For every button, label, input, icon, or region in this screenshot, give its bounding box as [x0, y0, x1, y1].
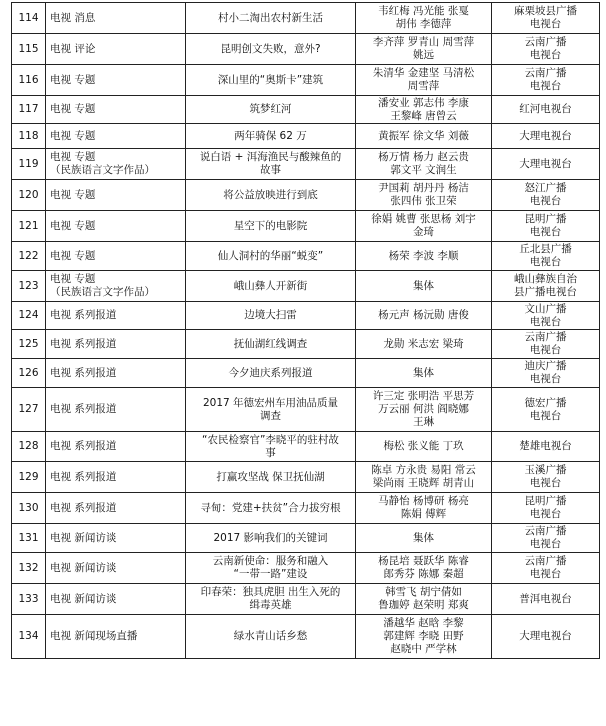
table-row	[12, 271, 600, 302]
row-title-line: “一带一路”建设	[233, 568, 308, 580]
row-number-text: 126	[18, 366, 39, 379]
row-unit-line: 迪庆广播	[524, 360, 567, 372]
row-unit-line: 大理电视台	[519, 157, 572, 170]
row-authors-line: 朱清华 金建坚 马清松	[372, 67, 475, 79]
row-authors	[356, 615, 492, 659]
row-number	[12, 432, 46, 462]
row-number-text: 115	[18, 42, 39, 55]
row-number-text: 124	[18, 309, 39, 321]
table-row	[12, 65, 600, 96]
row-number	[12, 584, 46, 615]
row-authors	[356, 584, 492, 615]
row-authors-line: 梅松 张义能 丁玖	[383, 440, 464, 452]
row-authors	[356, 524, 492, 553]
row-category-line: 电视 系列报道	[50, 403, 117, 415]
row-title	[186, 493, 356, 524]
row-title-line: 2017 影响我们的关键词	[213, 531, 328, 544]
row-authors-line: 马静怡 杨博研 杨亮	[378, 495, 469, 507]
row-authors	[356, 180, 492, 211]
row-authors-line: 周雪萍	[407, 80, 440, 92]
row-title	[186, 180, 356, 211]
row-title	[186, 34, 356, 65]
row-authors-line: 李齐萍 罗青山 周雪萍	[372, 36, 475, 48]
row-authors-line: 集体	[413, 531, 434, 544]
row-title	[186, 124, 356, 149]
row-unit-line: 楚雄电视台	[519, 440, 572, 452]
row-unit-line: 红河电视台	[519, 103, 572, 115]
row-unit-line: 电视台	[529, 18, 562, 30]
table-row	[12, 584, 600, 615]
row-authors	[356, 493, 492, 524]
row-title-line: “农民检察官”李晓平的驻村故	[202, 433, 339, 446]
row-unit	[492, 462, 600, 493]
row-unit-line: 昆明广播	[524, 495, 567, 507]
row-category-line: 电视 新闻现场直播	[50, 630, 138, 642]
row-category	[46, 180, 186, 211]
row-authors-line: 集体	[413, 279, 434, 292]
row-authors-line: 胡伟 李德萍	[395, 18, 452, 30]
row-unit-line: 云南广播	[524, 525, 567, 537]
row-title-line: 筑梦红河	[249, 103, 292, 115]
row-title	[186, 584, 356, 615]
row-authors	[356, 65, 492, 96]
row-title	[186, 271, 356, 302]
row-title	[186, 96, 356, 124]
table-row	[12, 462, 600, 493]
row-category-line: 电视 评论	[50, 42, 96, 55]
row-title-line: 两年骑保 62 万	[234, 129, 307, 142]
row-authors-line: 集体	[413, 366, 434, 379]
row-authors-line: 杨昆培 聂跃华 陈睿	[378, 555, 469, 567]
row-unit-line: 电视台	[529, 373, 562, 385]
row-title-line: 仙人洞村的华丽“蜕变”	[217, 249, 324, 262]
row-authors-line: 姚远	[413, 49, 434, 61]
row-category	[46, 359, 186, 388]
row-unit	[492, 242, 600, 271]
row-number	[12, 493, 46, 524]
row-authors-line: 龙勋 米志宏 梁琦	[383, 337, 464, 350]
row-title	[186, 149, 356, 180]
row-unit	[492, 302, 600, 330]
row-number-text: 133	[18, 592, 39, 605]
row-unit-line: 峨山彝族自治	[514, 273, 577, 285]
row-title	[186, 432, 356, 462]
table-row	[12, 34, 600, 65]
row-category-line: （民族语言文字作品）	[50, 164, 155, 176]
row-number-text: 122	[18, 249, 39, 262]
row-authors	[356, 302, 492, 330]
row-authors	[356, 96, 492, 124]
row-authors-line: 杨万情 杨力 赵云贵	[378, 151, 469, 163]
row-authors-line: 王琳	[413, 416, 434, 428]
row-category	[46, 462, 186, 493]
row-authors-line: 韩雪飞 胡宁倩如	[385, 586, 462, 598]
row-unit	[492, 432, 600, 462]
row-title-line: 绿水青山话乡愁	[233, 630, 308, 642]
row-unit-line: 玉溪广播	[524, 464, 567, 476]
row-title-line: 2017 年德宏州车用油品质量	[202, 396, 339, 409]
row-authors-line: 韦红梅 冯光能 张戛	[378, 5, 469, 17]
row-category-line: 电视 专题	[50, 103, 96, 115]
works-table	[11, 2, 600, 659]
row-unit-line: 电视台	[529, 49, 562, 61]
row-title-line: 事	[265, 446, 276, 459]
row-category-line: 电视 专题	[50, 151, 96, 163]
table-row	[12, 359, 600, 388]
row-authors-line: 陈娟 傅辉	[400, 508, 447, 520]
row-title	[186, 553, 356, 584]
row-category	[46, 524, 186, 553]
row-authors-line: 杨元声 杨沅勋 唐俊	[378, 309, 469, 321]
row-authors-line: 尹国莉 胡丹丹 杨洁	[378, 182, 469, 194]
row-unit	[492, 615, 600, 659]
row-title-line: 说白语 + 洱海渔民与酸辣鱼的	[199, 151, 342, 163]
row-category-line: 电视 专题	[50, 73, 96, 86]
table-row	[12, 3, 600, 34]
row-unit-line: 普洱电视台	[519, 592, 572, 605]
row-unit-line: 电视台	[529, 315, 562, 328]
row-unit	[492, 124, 600, 149]
row-authors	[356, 3, 492, 34]
row-number-text: 127	[18, 403, 39, 415]
row-authors-line: 王黎峰 唐曾云	[390, 109, 457, 122]
row-title-line: 打赢攻坚战 保卫抚仙湖	[216, 470, 325, 483]
row-number-text: 132	[18, 561, 39, 574]
row-unit	[492, 553, 600, 584]
row-number	[12, 65, 46, 96]
row-authors	[356, 242, 492, 271]
row-unit	[492, 211, 600, 242]
row-category	[46, 271, 186, 302]
row-authors-line: 潘越华 赵晗 李黎	[383, 617, 464, 629]
row-number	[12, 180, 46, 211]
row-title	[186, 462, 356, 493]
row-number-text: 118	[18, 129, 39, 142]
row-unit	[492, 271, 600, 302]
row-authors	[356, 330, 492, 359]
row-unit	[492, 149, 600, 180]
row-authors-line: 许三定 张明浩 平思芳	[372, 390, 475, 402]
row-category	[46, 65, 186, 96]
row-title	[186, 359, 356, 388]
row-authors-line: 徐娟 姚曹 张思杨 刘宇	[371, 213, 476, 225]
row-unit-line: 麻栗坡县广播	[514, 5, 577, 17]
table-row	[12, 493, 600, 524]
row-title-line: 印春荣：独具虎胆 出生入死的	[200, 586, 341, 598]
table-row	[12, 242, 600, 271]
row-title	[186, 211, 356, 242]
table-row	[12, 553, 600, 584]
row-authors-line: 郭文平 文润生	[390, 164, 457, 176]
row-number	[12, 149, 46, 180]
row-category	[46, 388, 186, 432]
row-category-line: （民族语言文字作品）	[50, 286, 155, 298]
row-authors-line: 潘安业 郭志伟 李康	[378, 96, 469, 109]
row-number-text: 116	[18, 73, 39, 86]
row-category	[46, 330, 186, 359]
row-category	[46, 242, 186, 271]
row-title-line: 寻甸：党建+扶贫”合力拔穷根	[200, 501, 341, 514]
row-title-line: 村小二淘出农村新生活	[218, 11, 323, 24]
row-authors-line: 赵晓中 严学林	[390, 643, 457, 655]
row-unit	[492, 524, 600, 553]
table-row	[12, 330, 600, 359]
row-authors	[356, 124, 492, 149]
row-category	[46, 615, 186, 659]
row-authors-line: 黄振军 徐文华 刘薇	[378, 129, 469, 142]
row-title-line: 将公益放映进行到底	[223, 188, 318, 201]
row-category	[46, 34, 186, 65]
row-category-line: 电视 专题	[50, 249, 96, 262]
row-unit-line: 电视台	[529, 80, 562, 92]
table-row	[12, 211, 600, 242]
row-authors	[356, 359, 492, 388]
row-unit-line: 昆明广播	[524, 213, 567, 225]
row-authors-line: 鲁珈婷 赵荣明 郑爽	[378, 599, 469, 611]
row-unit	[492, 493, 600, 524]
row-number	[12, 388, 46, 432]
row-number-text: 128	[18, 440, 39, 452]
row-category	[46, 584, 186, 615]
row-number-text: 131	[18, 531, 39, 544]
row-category-line: 电视 新闻访谈	[50, 592, 117, 605]
row-number	[12, 242, 46, 271]
row-number	[12, 615, 46, 659]
row-unit-line: 电视台	[529, 344, 562, 356]
table-row	[12, 615, 600, 659]
row-title-line: 调查	[260, 409, 281, 422]
row-category	[46, 96, 186, 124]
row-title	[186, 242, 356, 271]
table-row	[12, 388, 600, 432]
row-number	[12, 462, 46, 493]
row-authors-line: 陈卓 方永贵 易阳 常云	[371, 464, 476, 476]
table-row	[12, 180, 600, 211]
row-title-line: 今夕迪庆系列报道	[228, 366, 313, 379]
row-category	[46, 432, 186, 462]
row-category	[46, 3, 186, 34]
table-row	[12, 432, 600, 462]
row-authors	[356, 34, 492, 65]
row-unit-line: 电视台	[529, 508, 562, 520]
row-unit	[492, 359, 600, 388]
row-category-line: 电视 系列报道	[50, 309, 117, 321]
row-unit-line: 电视台	[529, 477, 562, 489]
row-category	[46, 553, 186, 584]
row-unit	[492, 3, 600, 34]
row-number	[12, 271, 46, 302]
row-unit-line: 电视台	[529, 256, 562, 268]
row-category-line: 电视 系列报道	[50, 440, 117, 452]
row-title-line: 深山里的“奥斯卡”建筑	[217, 73, 324, 86]
row-unit	[492, 330, 600, 359]
row-number	[12, 330, 46, 359]
row-title	[186, 388, 356, 432]
row-title-line: 边境大扫雷	[244, 309, 297, 321]
row-unit	[492, 65, 600, 96]
row-category-line: 电视 新闻访谈	[50, 531, 117, 544]
table-row	[12, 124, 600, 149]
row-authors	[356, 462, 492, 493]
row-title	[186, 330, 356, 359]
row-title	[186, 615, 356, 659]
row-category-line: 电视 系列报道	[50, 366, 117, 379]
table-row	[12, 149, 600, 180]
row-authors-line: 郭建辉 李晓 田野	[383, 630, 464, 642]
row-title-line: 峨山彝人开新街	[233, 279, 308, 292]
row-number-text: 134	[18, 630, 39, 642]
row-category-line: 电视 专题	[50, 273, 96, 285]
row-unit-line: 德宏广播	[524, 396, 567, 409]
row-number	[12, 359, 46, 388]
row-title-line: 抚仙湖红线调查	[233, 337, 308, 350]
row-title-line: 缉毒英雄	[249, 599, 292, 611]
row-category-line: 电视 专题	[50, 188, 96, 201]
row-unit-line: 县广播电视台	[514, 286, 577, 298]
row-unit-line: 云南广播	[524, 555, 567, 567]
row-category-line: 电视 专题	[50, 129, 96, 142]
row-category-line: 电视 系列报道	[50, 501, 117, 514]
row-number-text: 130	[18, 501, 39, 514]
row-unit-line: 电视台	[529, 195, 562, 207]
row-unit-line: 电视台	[529, 409, 562, 422]
row-unit-line: 丘北县广播	[519, 243, 572, 255]
award-list-table	[11, 2, 599, 659]
row-category-line: 电视 新闻访谈	[50, 561, 117, 574]
row-number-text: 121	[18, 219, 39, 232]
row-title-line: 昆明创文失败，意外?	[220, 42, 321, 55]
row-authors	[356, 432, 492, 462]
row-number	[12, 124, 46, 149]
table-row	[12, 302, 600, 330]
row-unit	[492, 34, 600, 65]
row-title	[186, 524, 356, 553]
row-unit-line: 怒江广播	[524, 182, 567, 194]
row-number	[12, 96, 46, 124]
row-unit	[492, 388, 600, 432]
row-authors	[356, 388, 492, 432]
row-category	[46, 211, 186, 242]
row-number-text: 125	[18, 337, 39, 350]
row-unit-line: 电视台	[529, 226, 562, 238]
row-number	[12, 553, 46, 584]
row-unit-line: 云南广播	[524, 36, 567, 48]
row-authors	[356, 553, 492, 584]
row-unit-line: 大理电视台	[519, 630, 572, 642]
row-category-line: 电视 系列报道	[50, 470, 117, 483]
row-authors-line: 郎秀芬 陈娜 秦超	[383, 568, 464, 580]
row-category-line: 电视 系列报道	[50, 337, 117, 350]
row-title-line: 星空下的电影院	[233, 219, 308, 232]
table-row	[12, 524, 600, 553]
row-category	[46, 149, 186, 180]
row-authors	[356, 211, 492, 242]
row-title-line: 云南新使命：服务和融入	[212, 555, 329, 567]
row-number	[12, 302, 46, 330]
row-number-text: 119	[18, 157, 39, 170]
row-number	[12, 34, 46, 65]
row-authors	[356, 271, 492, 302]
row-number	[12, 3, 46, 34]
row-authors-line: 金琦	[413, 226, 434, 238]
row-category-line: 电视 消息	[50, 11, 96, 24]
row-title	[186, 302, 356, 330]
row-unit	[492, 180, 600, 211]
row-unit-line: 电视台	[529, 538, 562, 550]
row-unit-line: 大理电视台	[519, 129, 572, 142]
row-unit-line: 文山广播	[524, 302, 567, 315]
row-authors	[356, 149, 492, 180]
row-authors-line: 张四伟 张卫荣	[390, 195, 457, 207]
row-unit-line: 云南广播	[524, 331, 567, 343]
row-title-line: 故事	[260, 164, 281, 176]
row-number-text: 123	[18, 279, 39, 292]
row-number-text: 114	[18, 11, 39, 24]
row-number-text: 120	[18, 188, 39, 201]
row-unit-line: 云南广播	[524, 67, 567, 79]
row-number	[12, 211, 46, 242]
row-category	[46, 493, 186, 524]
row-number-text: 117	[18, 103, 39, 115]
row-authors-line: 万云丽 何洪 阎晓娜	[378, 403, 469, 415]
row-unit	[492, 96, 600, 124]
table-row	[12, 96, 600, 124]
row-unit-line: 电视台	[529, 568, 562, 580]
row-authors-line: 杨荣 李波 李顺	[388, 249, 459, 262]
row-number-text: 129	[18, 470, 39, 483]
row-category	[46, 124, 186, 149]
row-category	[46, 302, 186, 330]
row-title	[186, 65, 356, 96]
row-unit	[492, 584, 600, 615]
row-category-line: 电视 专题	[50, 219, 96, 232]
row-title	[186, 3, 356, 34]
row-authors-line: 梁尚雨 王晓辉 胡青山	[372, 477, 475, 489]
row-number	[12, 524, 46, 553]
